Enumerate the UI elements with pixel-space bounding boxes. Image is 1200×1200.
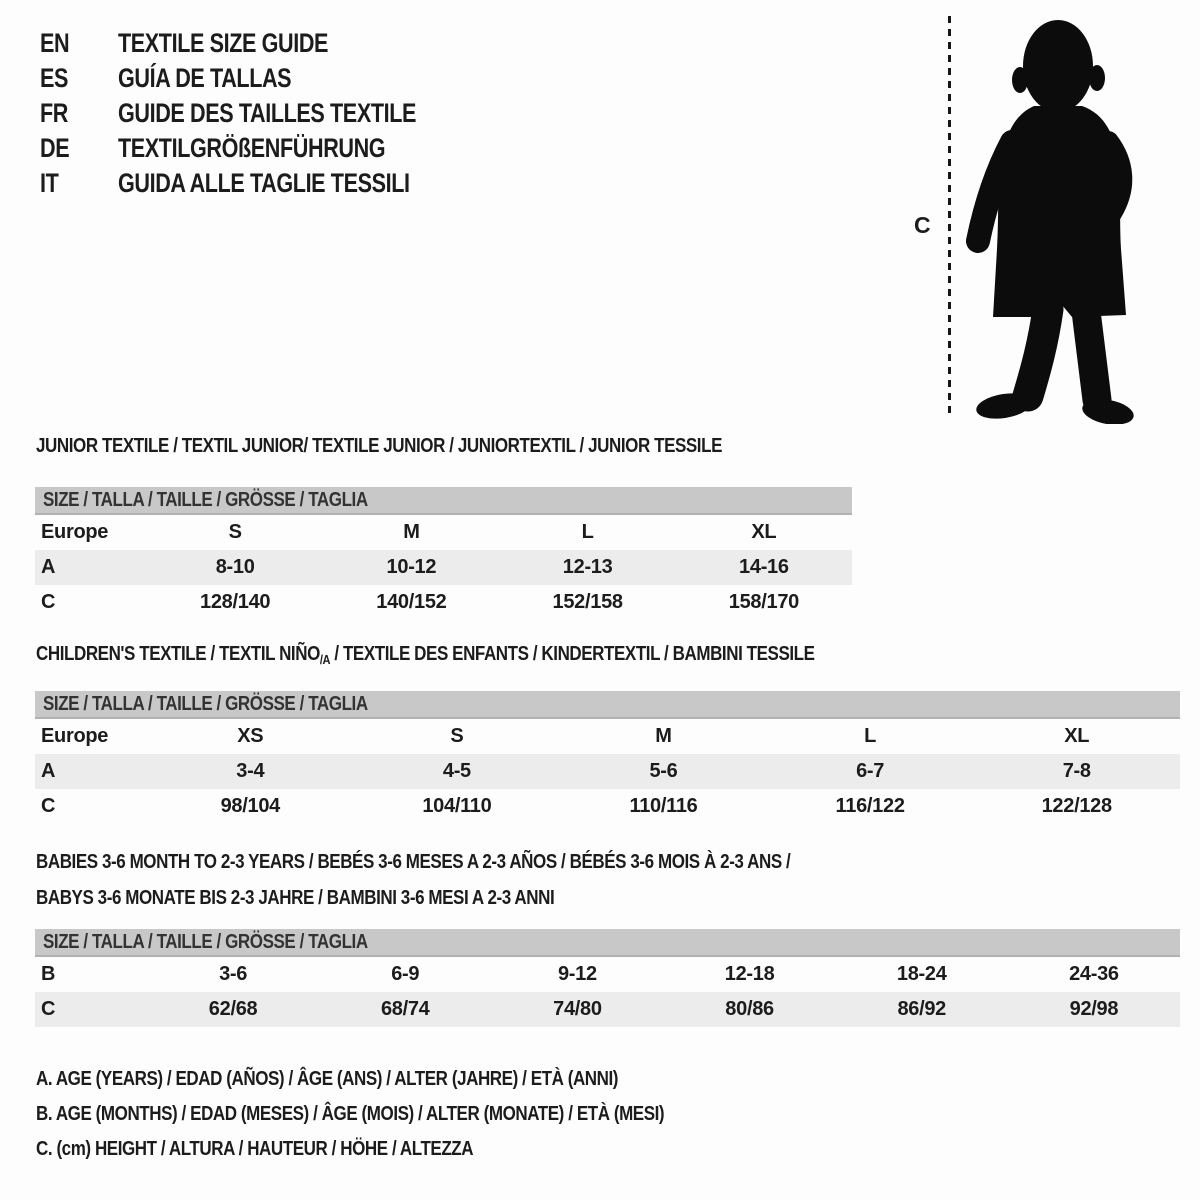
size-cell: 140/152 [376, 591, 447, 613]
section-title-babies: BABIES 3-6 MONTH TO 2-3 YEARS / BEBÉS 3-6 MESES A 2-3 AÑOS / BÉBÉS 3-6 MOIS À 2-3 ANS / BABYS 3-6 MONATE BIS 2-3 JAHRE / BAMBINI 3-6 MESI A 2-3 ANNI [36, 851, 791, 909]
legend-line-a: A. AGE (YEARS) / EDAD (AÑOS) / ÂGE (ANS) / ALTER (JAHRE) / ETÀ (ANNI) [36, 1068, 619, 1090]
size-cell: 7-8 [1062, 760, 1091, 782]
size-cell: 122/128 [1041, 795, 1112, 817]
size-cell: 14-16 [739, 556, 789, 578]
legend [36, 1068, 775, 1173]
language-label: TEXTILE SIZE GUIDE [118, 28, 329, 58]
size-cell: 128/140 [200, 591, 271, 613]
height-measure-label: C [914, 212, 931, 238]
row-label: Europe [41, 725, 109, 747]
row-label: C [41, 998, 56, 1020]
row-label: Europe [41, 521, 109, 543]
size-cell: S [228, 521, 242, 543]
size-cell: XL [751, 521, 777, 543]
language-label: GUÍA DE TALLAS [118, 63, 292, 93]
table-row [35, 957, 1180, 992]
language-label: GUIDE DES TAILLES TEXTILE [118, 98, 417, 128]
size-cell: 110/116 [629, 795, 698, 817]
size-cell: 8-10 [215, 556, 255, 578]
size-cell: 12-13 [562, 556, 613, 578]
language-row [40, 96, 491, 131]
table-row [35, 585, 852, 620]
size-cell: 98/104 [220, 795, 280, 817]
header-bar-label: SIZE / TALLA / TAILLE / GRÖSSE / TAGLIA [43, 930, 368, 953]
language-row [40, 26, 491, 61]
table-row [35, 719, 1180, 754]
table-row [35, 550, 852, 585]
size-cell: 74/80 [553, 998, 602, 1020]
size-cell: 3-6 [219, 963, 248, 985]
table-header-bar [35, 487, 852, 515]
section-title-junior: JUNIOR TEXTILE / TEXTIL JUNIOR/ TEXTILE JUNIOR / JUNIORTEXTIL / JUNIOR TESSILE [36, 435, 722, 457]
height-measure-line [948, 16, 951, 414]
size-cell: 6-9 [391, 963, 420, 985]
size-cell: M [403, 521, 420, 543]
size-cell: 3-4 [236, 760, 265, 782]
legend-line-b: B. AGE (MONTHS) / EDAD (MESES) / ÂGE (MOIS) / ALTER (MONATE) / ETÀ (MESI) [36, 1103, 665, 1125]
toddler-silhouette-icon [958, 14, 1142, 424]
size-cell: 92/98 [1069, 998, 1119, 1020]
row-label: B [41, 963, 56, 985]
size-cell: XL [1064, 725, 1090, 747]
size-table-babies [35, 929, 1180, 1027]
size-cell: M [655, 725, 672, 747]
row-label: C [41, 591, 56, 613]
table-row [35, 754, 1180, 789]
table-row [35, 515, 852, 550]
table-row [35, 789, 1180, 824]
size-cell: 9-12 [557, 963, 597, 985]
size-cell: 10-12 [386, 556, 437, 578]
size-cell: 4-5 [442, 760, 471, 782]
language-row [40, 61, 491, 96]
size-cell: 152/158 [552, 591, 623, 613]
size-cell: 24-36 [1069, 963, 1119, 985]
table-header-bar [35, 929, 1180, 957]
table-header-bar [35, 691, 1180, 719]
size-cell: 86/92 [897, 998, 947, 1020]
row-label: A [41, 760, 56, 782]
size-cell: 116/122 [835, 795, 905, 817]
size-cell: 18-24 [896, 963, 947, 985]
header-bar-label: SIZE / TALLA / TAILLE / GRÖSSE / TAGLIA [43, 488, 368, 511]
legend-line-c: C. (cm) HEIGHT / ALTURA / HAUTEUR / HÖHE / ALTEZZA [36, 1138, 474, 1160]
size-table-children [35, 691, 1180, 824]
size-cell: 12-18 [724, 963, 775, 985]
row-label: C [41, 795, 56, 817]
language-row [40, 166, 491, 201]
language-code: DE [40, 133, 70, 163]
size-cell: 6-7 [856, 760, 885, 782]
size-cell: 80/86 [725, 998, 774, 1020]
size-cell: XS [237, 725, 264, 747]
section-title-children: CHILDREN'S TEXTILE / TEXTIL $NIÑO_{/A}$ / TEXTILE DES ENFANTS / KINDERTEXTIL / BAMBINI TESSILE [36, 643, 815, 667]
header-bar-label: SIZE / TALLA / TAILLE / GRÖSSE / TAGLIA [43, 692, 368, 715]
language-code: FR [40, 98, 68, 128]
size-cell: 104/110 [422, 795, 492, 817]
language-label: TEXTILGRÖßENFÜHRUNG [118, 133, 386, 163]
row-label: A [41, 556, 56, 578]
size-cell: 68/74 [380, 998, 430, 1020]
language-label: GUIDA ALLE TAGLIE TESSILI [118, 168, 410, 198]
size-cell: L [581, 521, 594, 543]
size-table-junior [35, 487, 852, 620]
size-cell: 5-6 [649, 760, 678, 782]
language-code: EN [40, 28, 70, 58]
size-cell: 62/68 [208, 998, 258, 1020]
language-code: ES [40, 63, 69, 93]
table-row [35, 992, 1180, 1027]
size-cell: L [864, 725, 877, 747]
size-cell: S [450, 725, 464, 747]
language-guide [40, 26, 491, 201]
language-code: IT [40, 168, 59, 198]
size-cell: 158/170 [728, 591, 799, 613]
language-row [40, 131, 491, 166]
